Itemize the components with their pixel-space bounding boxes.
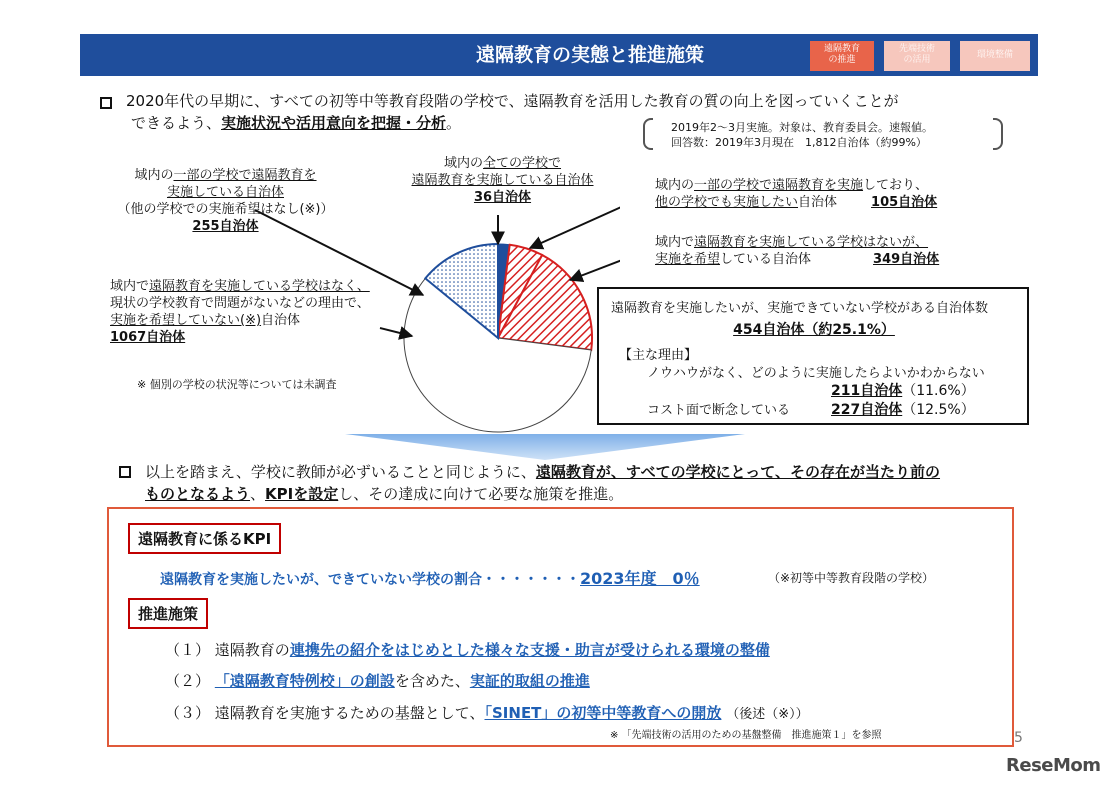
item-number: （２） (165, 672, 211, 690)
header-bar (80, 34, 1038, 76)
tag-line: の活用 (903, 55, 931, 65)
label-underlined: 遠隔教育を実施している学校はないが、 (694, 235, 929, 250)
pie-label-none-no-want (110, 278, 370, 346)
bracket-right-icon (993, 118, 1003, 150)
item-emphasis: 「遠隔教育特例校」の創設 (214, 672, 395, 690)
reason-2: コスト面で断念している (647, 403, 791, 418)
survey-line-1: 2019年2～3月実施。対象は、教育委員会。速報値。 (671, 121, 933, 134)
bullet-square-icon (100, 97, 112, 109)
section2-line-2 (145, 483, 623, 504)
label-line: （他の学校での実施希望はなし(※)） (117, 202, 334, 217)
label-line (655, 251, 939, 268)
tag-environment (960, 41, 1030, 71)
reason-box-title: 遠隔教育を実施したいが、実施できていない学校がある自治体数 (611, 301, 989, 316)
intro-line-1: 2020年代の早期に、すべての初等中等教育段階の学校で、遠隔教育を活用した教育の質の向上を図っていくことが (126, 92, 899, 110)
intro-emphasis: 実施状況や活用意向を把握・分析 (221, 114, 447, 132)
reason-1: ノウハウがなく、どのように実施したらよいかわからない (647, 366, 985, 381)
reason-heading: 【主な理由】 (619, 348, 698, 363)
bullet-square-icon (119, 466, 131, 478)
label-text: しており、 (863, 178, 929, 193)
item-emphasis: 実証的取組の推進 (469, 672, 590, 690)
policy-heading: 推進施策 (128, 598, 208, 629)
percent: （12.5%） (902, 402, 975, 418)
down-arrow-icon (345, 434, 745, 460)
label-underlined: 一部の学校で遠隔教育を (173, 168, 317, 183)
label-underlined: 他の学校でも実施したい (655, 195, 799, 210)
text: 以上を踏まえ、学校に教師が必ずいることと同じように、 (145, 463, 536, 481)
label-text: 域内で (110, 279, 150, 294)
tag-line: 環境整備 (976, 50, 1013, 60)
item-emphasis: 連携先の紹介をはじめとした様々な支援・助言が受けられる環境の整備 (289, 641, 770, 659)
label-text: 域内の (134, 168, 174, 183)
label-value: 36自治体 (473, 190, 532, 205)
pie-label-all-schools (395, 155, 610, 206)
page-title: 遠隔教育の実態と推進施策 (475, 44, 704, 66)
policy-item-1 (165, 639, 770, 660)
value: 211自治体 (831, 383, 903, 399)
label-line (110, 312, 370, 329)
page-number: 5 (1014, 730, 1023, 746)
label-line (655, 194, 937, 211)
kpi-text: 遠隔教育を実施したいが、できていない学校の割合・・・・・・・ (160, 572, 580, 588)
policy-footnote: ※ 「先端技術の活用のための基盤整備 推進施策１」を参照 (610, 730, 882, 741)
label-underlined: 遠隔教育を実施している学校はなく、 (149, 279, 370, 294)
label-line (655, 177, 937, 194)
bracket-left-icon (643, 118, 653, 150)
total-value: 454自治体（約25.1%） (733, 322, 895, 338)
label-underlined: 実施を希望していない(※) (110, 313, 262, 328)
label-line: 現状の学校教育で問題がないなどの理由で、 (110, 296, 370, 311)
tag-line: 先端技術 (898, 44, 935, 54)
kpi-note: （※初等中等教育段階の学校） (768, 571, 935, 585)
survey-note (643, 118, 1003, 150)
kpi-target: 2023年度 0％ (580, 569, 700, 588)
label-value: 255自治体 (192, 219, 259, 234)
reason-1-value (831, 380, 975, 400)
percent: （11.6%） (902, 383, 975, 399)
tag-advanced-tech (884, 41, 950, 71)
reason-box-total (599, 319, 1029, 339)
label-line (108, 167, 343, 184)
label-value: 105自治体 (871, 195, 938, 210)
text: 、 (250, 485, 266, 503)
emphasis: ものとなるよう (145, 485, 251, 503)
label-line (110, 278, 370, 295)
tag-remote-education (810, 41, 874, 71)
kpi-heading: 遠隔教育に係るKPI (128, 523, 281, 554)
pie-label-partial-no-expand (108, 167, 343, 235)
arrow-d (570, 250, 620, 280)
label-text: 自治体 (261, 313, 301, 328)
survey-line-2: 回答数：2019年3月現在 1,812自治体（約99%） (671, 136, 927, 149)
label-line (395, 155, 610, 172)
section2-line-1 (145, 461, 940, 482)
label-text: 自治体 (798, 195, 838, 210)
label-line (655, 234, 939, 251)
item-number: （３） (165, 704, 211, 722)
label-text: している自治体 (720, 252, 812, 267)
label-text: 域内の (655, 178, 695, 193)
kpi-line (160, 566, 700, 589)
tag-line: 遠隔教育 (823, 44, 860, 54)
pie-label-partial-expand (655, 177, 937, 211)
item-text: を含めた、 (394, 672, 470, 690)
item-number: （１） (165, 641, 211, 659)
label-value: 1067自治体 (110, 330, 186, 345)
intro-text: 。 (446, 114, 462, 132)
item-text: 遠隔教育を実施するための基盤として、 (214, 704, 485, 722)
policy-item-2 (165, 670, 590, 691)
value: 227自治体 (831, 402, 903, 418)
emphasis: KPIを設定 (265, 485, 339, 503)
pie-label-none-want (655, 234, 939, 268)
label-text: 域内で (655, 235, 695, 250)
text: し、その達成に向けて必要な施策を推進。 (338, 485, 624, 503)
resemom-logo: ReseMom (1006, 755, 1101, 776)
reason-box (597, 287, 1029, 425)
policy-item-3 (165, 702, 809, 723)
item-text: 遠隔教育の (214, 641, 290, 659)
label-text: 域内の (443, 156, 483, 171)
tag-line: の推進 (828, 55, 856, 65)
label-underlined: 全ての学校で (483, 156, 562, 171)
label-underlined: 実施を希望 (655, 252, 721, 267)
label-line: 遠隔教育を実施している自治体 (411, 173, 594, 188)
item-text: （後述（※）） (726, 707, 809, 722)
label-line: 実施している自治体 (166, 185, 284, 200)
label-value: 349自治体 (873, 252, 940, 267)
item-emphasis: 「SINET」の初等中等教育への開放 (484, 704, 722, 722)
intro-line-2 (131, 112, 461, 133)
reason-2-value (831, 399, 975, 419)
intro-text: できるよう、 (131, 114, 222, 132)
emphasis: 遠隔教育が、すべての学校にとって、その存在が当たり前の (535, 463, 941, 481)
label-underlined: 一部の学校で遠隔教育を実施 (694, 178, 864, 193)
footnote-unsurveyed: ※ 個別の学校の状況等については未調査 (137, 378, 337, 391)
